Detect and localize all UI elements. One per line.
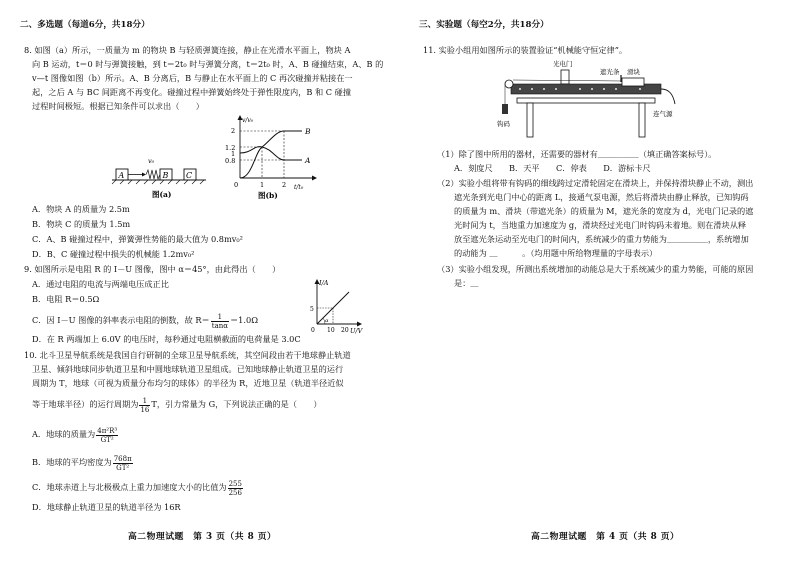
fig-b-ytick-1-2: 1.2 [225,144,236,152]
q10-line-4-post: T，引力常量为 G，下列说法正确的是（ ） [151,399,322,409]
q10-option-c-text: C．地球赤道上与北极极点上重力加速度大小的比值为 [32,482,227,492]
frac-den: GT² [116,463,130,472]
q10-option-d: D．地球静止轨道卫星的轨道半径为 16R [32,502,181,512]
fig-b-ytick-1: 1 [231,150,236,158]
block-b-label: B [162,171,169,180]
photogate-label: 光电门 [553,60,573,68]
frac-den: GT² [100,435,114,444]
q9-stem: 9. 如图所示是电阻 R 的 I－U 图像，图中 α＝45°，由此得出（ ） [24,264,281,274]
pulley [505,80,513,88]
iu-origin: 0 [311,327,315,334]
q11-sub2-line-5: 放至遮光条运动至光电门的时间内，系统减少的重力势能为＿＿＿＿＿，系统增加 [454,234,749,244]
q11-sub3-line-2: 是：＿ [454,278,479,288]
q10-option-a [32,423,119,445]
apparatus-diagram [497,58,687,140]
iu-ylabel: I/A [319,279,329,287]
q10-option-c-fraction [228,480,243,497]
q10-line-3: 周期为 T，地球（可视为质量分布均匀的球体）的半径为 R，近地卫星（轨道半径近似 [32,378,344,388]
q9-option-a: A．通过电阻的电流与两端电压成正比 [32,279,169,289]
hook-weight-label: 钩码 [497,120,510,128]
q10-option-b [32,451,134,473]
curve-b-label: B [305,127,311,136]
shade-strip-label: 遮光条 [600,68,620,76]
table-leg-right [639,103,645,137]
q8-line-3: v—t 图像如图（b）所示。A、B 分离后，B 与静止在水平面上的 C 再次碰撞并粘接在一 [32,73,353,83]
q8-line-1: 8. 如图（a）所示，一质量为 m 的物块 B 与轻质弹簧连接，静止在光滑水平面上，物块 A [24,45,351,55]
air-source-label: 连气源 [653,110,673,118]
q11-sub2-line-2: 遮光条到光电门中心的距离 L，接通气泵电源，然后将滑块由静止释放，已知钩码 [454,192,749,202]
q8-option-a: A．物块 A 的质量为 2.5m [32,204,130,214]
photogate [561,70,569,84]
figure-b [222,112,322,202]
fig-b-ylabel: v/v₀ [242,117,254,124]
fig-b-xlabel: t/t₀ [294,184,304,191]
curve-a [240,147,302,160]
q8-option-d: D．B、C 碰撞过程中损失的机械能 1.2mv₀² [32,249,195,259]
slider-label: 滑块 [627,68,640,76]
frac-num: 4π²R³ [97,426,118,435]
q9-option-b: B．电阻 R＝0.5Ω [32,294,100,304]
fig-b-ytick-0-8: 0.8 [225,157,236,165]
frac-num: 255 [228,479,242,488]
q9-option-d: D．在 R 两端加上 6.0V 的电压时，每秒通过电阻横截面的电荷量是 3.0C [32,334,301,344]
frac-num: 1 [139,397,150,406]
q11-sub1-line-1: （1）除了图中所用的器材，还需要的器材有＿＿＿＿＿（填正确答案标号）。 [437,149,717,159]
q10-line-4-pre: 等于地球半径）的运行周期为 [32,399,139,409]
q8-line-5: 过程时间极短。根据已知条件可以求出（ ） [32,101,204,111]
right-page [397,0,794,561]
q10-option-b-fraction [113,455,133,472]
q10-option-a-text: A．地球的质量为 [32,429,96,439]
frac-num: 1 [211,313,229,322]
q10-line-4 [32,393,322,415]
left-page-footer: 高二物理试题 第 3 页（共 8 页） [128,532,277,542]
q9-option-c [32,309,258,331]
q10-option-b-text: B．地球的平均密度为 [32,457,112,467]
block-c-label: C [186,171,193,180]
curve-a-label: A [305,156,311,165]
q11-sub3-line-1: （3）实验小组发现，所测出系统增加的动能总是大于系统减少的重力势能，可能的原因 [437,264,754,274]
curve-b [240,131,302,178]
q10-line-1: 10. 北斗卫星导航系统是我国自行研制的全球卫星导航系统，其空间段由若干地球静止轨道 [24,350,351,360]
figure-a [110,152,210,200]
q11-sub1-options: A．刻度尺 B．天平 C．停表 D．游标卡尺 [454,163,651,173]
q8-option-c: C．A、B 碰撞过程中，弹簧弹性势能的最大值为 0.8mv₀² [32,234,243,244]
q11-sub2-line-4: 光时间为 t，当地重力加速度为 g，滑块经过光电门时钩码未着地。则在滑块从释 [454,220,747,230]
q10-line-2: 卫星、倾斜地球同步轨道卫星和中圆地球轨道卫星组成。已知地球静止轨道卫星的运行 [32,364,344,374]
fig-b-xtick-1: 1 [260,181,265,189]
figure-a-caption: 图(a) [152,190,172,199]
iu-graph [305,276,365,334]
q9-option-c-text: C．因 I－U 图像的斜率表示电阻的倒数，故 R＝ [32,315,210,325]
fig-b-xtick-0: 0 [234,181,239,189]
q8-line-4: 起，之后 A 与 BC 间距离不再变化。碰撞过程中弹簧始终处于弹性限度内，B 和 C 碰撞 [32,87,352,97]
iu-xtick-10: 10 [327,327,335,334]
frac-num: 768π [113,454,132,463]
q11-sub2-line-6: 的动能为 ＿ 。（均用题中所给物理量的字母表示） [454,248,658,258]
table-top [517,98,655,103]
frac-den: 256 [228,488,242,497]
frac-den: tanα [211,321,228,330]
fig-b-ytick-2: 2 [231,127,236,135]
iu-xtick-20: 20 [341,327,349,334]
q10-period-fraction [139,397,150,414]
velocity-label: v₀ [148,157,155,165]
block-a-label: A [118,171,125,180]
fig-b-xtick-2: 2 [282,181,287,189]
spring [146,170,160,179]
q8-option-b: B．物块 C 的质量为 1.5m [32,219,131,229]
table-leg-left [527,103,533,137]
iu-xlabel: U/V [350,327,363,334]
q9-option-c-fraction [211,313,229,330]
slider [622,78,644,86]
q11-sub2-line-1: （2）实验小组将带有钩码的细线跨过定滑轮固定在滑块上，并保持滑块静止不动，测出 [437,178,754,188]
q9-option-c-tail: ＝1.0Ω [229,315,258,325]
q11-stem: 11. 实验小组用如图所示的装置验证“机械能守恒定律”。 [423,45,628,55]
figure-b-caption: 图(b) [258,191,278,200]
section-2-heading: 二、多选题（每道6分，共18分） [20,20,150,30]
q8-line-2: 向 B 运动，t＝0 时与弹簧接触，到 t＝2t₀ 时与弹簧分离，t＝2t₀ 时，A、B 碰撞结束，A、B 的 [32,59,384,69]
alpha-label: α [325,318,329,324]
q11-sub2-line-3: 的质量为 m、滑块（带遮光条）的质量为 M，遮光条的宽度为 d，光电门记录的遮 [454,206,754,216]
hook-weight [502,104,508,114]
q10-option-c [32,476,244,498]
right-page-footer: 高二物理试题 第 4 页（共 8 页） [531,532,680,542]
air-hose [661,89,675,104]
iu-ytick-5: 5 [310,306,314,313]
section-3-heading: 三、实验题（每空2分，共18分） [419,20,549,30]
q10-option-a-fraction [96,427,118,444]
frac-den: 16 [140,405,150,414]
